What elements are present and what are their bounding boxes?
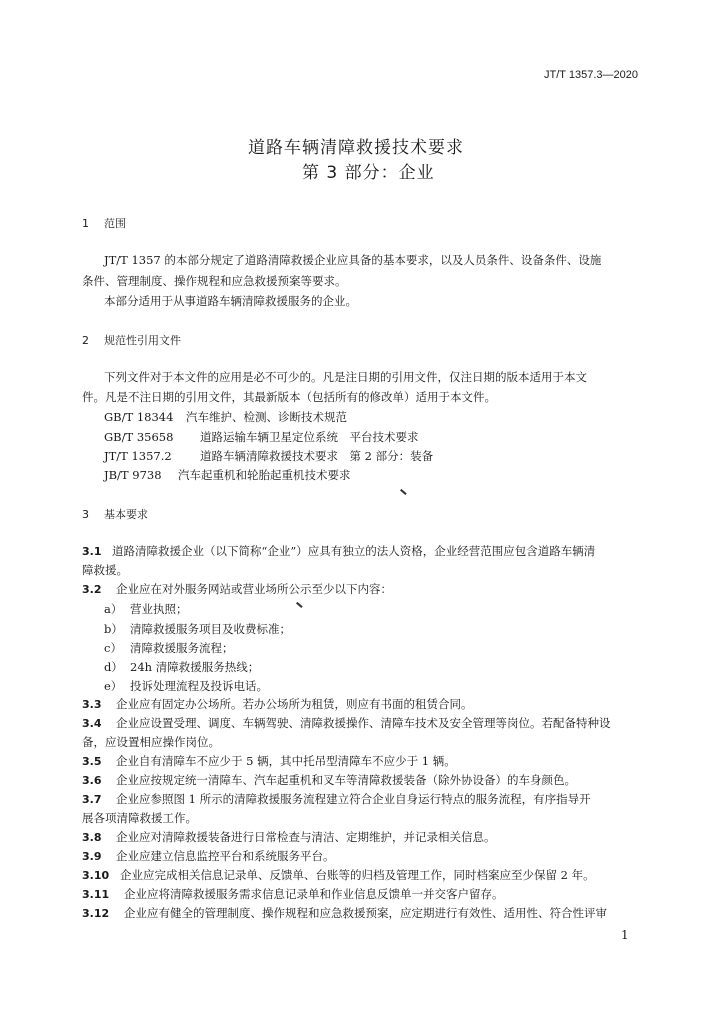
standard-code-header: JT/T 1357.3—2020 — [544, 69, 638, 81]
list-text: 24h 清障救援服务热线； — [130, 660, 260, 674]
clause-text: 道路清障救援企业（以下简称“企业”）应具有独立的法人资格，企业经营范围应包含道路车辆清 — [112, 544, 596, 558]
clause-3-7-line-1 — [82, 791, 591, 807]
clause-text: 企业应完成相关信息记录单、反馈单、台账等的归档及管理工作，同时档案应至少保留 2 年。 — [120, 868, 595, 882]
list-label: e） — [104, 679, 123, 693]
scan-speck — [400, 489, 406, 495]
s1-paragraph-1-line-2: 条件、管理制度、操作规程和应急救援预案等要求。 — [82, 274, 347, 288]
section-number: 2 — [82, 334, 89, 347]
clause-3-4-line-2: 备，应设置相应操作岗位。 — [82, 735, 220, 749]
clause-text: 企业应参照图 1 所示的清障救援服务流程建立符合企业自身运行特点的服务流程，有序指导开 — [116, 792, 591, 806]
normative-reference — [104, 429, 419, 445]
clause-number: 3.4 — [82, 717, 102, 730]
normative-reference — [104, 448, 433, 464]
reference-code: JB/T 9738 — [104, 468, 162, 482]
section-title: 基本要求 — [104, 508, 148, 521]
reference-code: GB/T 18344 — [104, 410, 174, 424]
scan-speck — [296, 602, 302, 608]
reference-title: 道路运输车辆卫星定位系统 平台技术要求 — [200, 430, 419, 444]
normative-reference — [104, 467, 351, 483]
section-number: 3 — [82, 508, 89, 521]
clause-number: 3.1 — [82, 545, 102, 558]
clause-number: 3.2 — [82, 583, 102, 596]
s1-paragraph-1-line-1: JT/T 1357 的本部分规定了道路清障救援企业应具备的基本要求，以及人员条件、设备条件、设施 — [104, 253, 602, 267]
list-label: b） — [104, 622, 123, 636]
list-item — [104, 640, 234, 656]
reference-title: 汽车维护、检测、诊断技术规范 — [186, 410, 347, 424]
clause-text: 企业自有清障车不应少于 5 辆，其中托吊型清障车不应少于 1 辆。 — [116, 754, 456, 768]
clause-number: 3.10 — [82, 869, 110, 882]
list-item — [104, 621, 291, 637]
list-text: 清障救援服务流程； — [130, 641, 234, 655]
page-number: 1 — [621, 928, 629, 942]
clause-text: 企业应有健全的管理制度、操作规程和应急救援预案，应定期进行有效性、适用性、符合性评审 — [124, 906, 607, 920]
reference-title: 汽车起重机和轮胎起重机技术要求 — [178, 468, 351, 482]
s2-paragraph-line-1: 下列文件对于本文件的应用是必不可少的。凡是注日期的引用文件，仅注日期的版本适用于本文 — [104, 370, 587, 384]
clause-3-9 — [82, 848, 335, 864]
clause-number: 3.3 — [82, 698, 102, 711]
section-2-heading — [82, 332, 181, 348]
clause-3-3 — [82, 696, 473, 712]
clause-number: 3.5 — [82, 755, 102, 768]
section-title: 规范性引用文件 — [104, 334, 181, 347]
clause-3-7-line-2: 展各项清障救援工作。 — [82, 811, 197, 825]
clause-text: 企业应建立信息监控平台和系统服务平台。 — [116, 849, 335, 863]
clause-3-11 — [82, 886, 504, 902]
reference-code: JT/T 1357.2 — [104, 449, 172, 463]
list-item — [104, 601, 188, 617]
section-number: 1 — [82, 217, 89, 230]
clause-text: 企业应按规定统一清障车、汽车起重机和叉车等清障救援装备（除外协设备）的车身颜色。 — [116, 773, 576, 787]
clause-3-4-line-1 — [82, 715, 611, 731]
clause-3-8 — [82, 829, 496, 845]
clause-number: 3.7 — [82, 793, 102, 806]
clause-number: 3.12 — [82, 907, 110, 920]
document-title: 道路车辆清障救援技术要求 — [248, 138, 464, 158]
clause-number: 3.6 — [82, 774, 102, 787]
list-item — [104, 659, 259, 675]
list-item — [104, 678, 268, 694]
section-title: 范围 — [104, 217, 126, 230]
clause-3-10 — [82, 867, 595, 883]
clause-text: 企业应设置受理、调度、车辆驾驶、清障救援操作、清障车技术及安全管理等岗位。若配备特种设 — [116, 716, 611, 730]
clause-3-6 — [82, 772, 576, 788]
list-label: a） — [104, 602, 123, 616]
clause-number: 3.8 — [82, 831, 102, 844]
list-text: 清障救援服务项目及收费标准； — [130, 622, 291, 636]
list-text: 营业执照； — [130, 602, 188, 616]
s2-paragraph-line-2: 件。凡是不注日期的引用文件，其最新版本（包括所有的修改单）适用于本文件。 — [82, 390, 496, 404]
clause-3-1-line-2: 障救援。 — [82, 563, 128, 577]
clause-text: 企业应有固定办公场所。若办公场所为租赁，则应有书面的租赁合同。 — [116, 697, 473, 711]
document-subtitle: 第 3 部分：企业 — [302, 163, 435, 183]
clause-3-1-line-1 — [82, 543, 595, 559]
normative-reference — [104, 409, 347, 425]
section-1-heading — [82, 215, 126, 231]
clause-number: 3.11 — [82, 888, 110, 901]
list-text: 投诉处理流程及投诉电话。 — [130, 679, 268, 693]
clause-number: 3.9 — [82, 850, 102, 863]
clause-3-12 — [82, 905, 607, 921]
reference-title: 道路车辆清障救援技术要求 第 2 部分：装备 — [200, 449, 434, 463]
s1-paragraph-2: 本部分适用于从事道路车辆清障救援服务的企业。 — [104, 294, 357, 308]
clause-3-5 — [82, 753, 456, 769]
section-3-heading — [82, 506, 148, 522]
clause-text: 企业应将清障救援服务需求信息记录单和作业信息反馈单一并交客户留存。 — [124, 887, 504, 901]
list-label: c） — [104, 641, 122, 655]
clause-text: 企业应对清障救援装备进行日常检查与清洁、定期维护，并记录相关信息。 — [116, 830, 496, 844]
clause-3-2 — [82, 581, 392, 597]
list-label: d） — [104, 660, 123, 674]
clause-text: 企业应在对外服务网站或营业场所公示至少以下内容： — [116, 582, 392, 596]
reference-code: GB/T 35658 — [104, 430, 174, 444]
